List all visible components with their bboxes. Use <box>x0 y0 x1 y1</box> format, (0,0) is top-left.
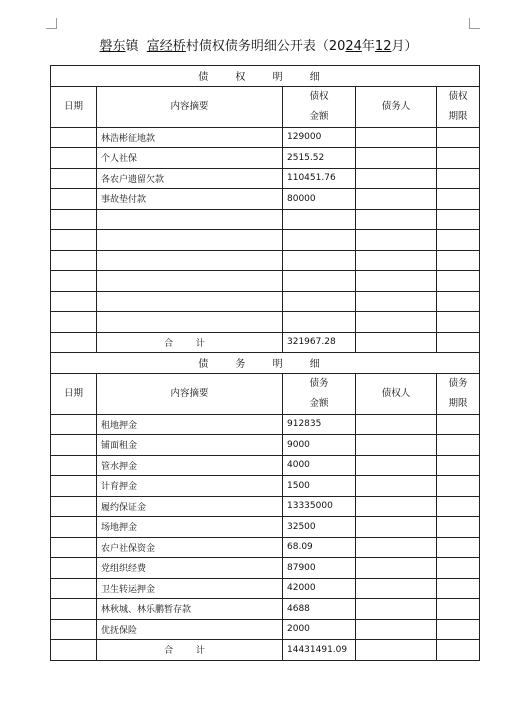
summary-cell: 租地押金 <box>97 414 283 435</box>
credit-total-row <box>51 332 480 353</box>
debt-total-label: 合 计 <box>97 640 283 661</box>
debt-header-term-line2: 期限 <box>448 397 468 409</box>
credit-header-term-line2: 期限 <box>448 110 468 122</box>
debt-header-amount <box>283 373 356 414</box>
credit-header-party: 债务人 <box>356 86 437 127</box>
party-cell <box>356 640 437 661</box>
date-cell <box>51 496 97 517</box>
table-row <box>51 558 480 579</box>
term-cell <box>437 209 480 230</box>
party-cell <box>356 332 437 353</box>
amount-cell <box>283 230 356 251</box>
table-row <box>51 455 480 476</box>
credit-section-title: 债 权 明 细 <box>51 66 480 87</box>
amount-cell: 13335000 <box>283 496 356 517</box>
summary-cell: 农户社保资金 <box>97 537 283 558</box>
amount-cell: 68.09 <box>283 537 356 558</box>
debt-total-value: 14431491.09 <box>283 640 356 661</box>
term-cell <box>437 291 480 312</box>
date-cell <box>51 558 97 579</box>
party-cell <box>356 148 437 169</box>
party-cell <box>356 189 437 210</box>
table-row <box>51 312 480 333</box>
term-cell <box>437 148 480 169</box>
amount-cell: 4000 <box>283 455 356 476</box>
summary-cell <box>97 291 283 312</box>
summary-cell: 各农户遗留欠款 <box>97 168 283 189</box>
credit-total-label: 合 计 <box>97 332 283 353</box>
date-cell <box>51 291 97 312</box>
term-cell <box>437 599 480 620</box>
summary-cell <box>97 209 283 230</box>
debt-header-amount-line2: 金额 <box>309 397 329 409</box>
debt-header-party: 债权人 <box>356 373 437 414</box>
summary-cell <box>97 271 283 292</box>
debt-header-term <box>437 373 480 414</box>
title-main: 村债权债务明细公开表（20 <box>185 39 346 54</box>
party-cell <box>356 230 437 251</box>
amount-cell: 9000 <box>283 435 356 456</box>
title-year: 24 <box>345 39 362 54</box>
party-cell <box>356 558 437 579</box>
term-cell <box>437 230 480 251</box>
term-cell <box>437 312 480 333</box>
title-town-suffix: 镇 <box>125 39 139 54</box>
summary-cell: 卫生转运押金 <box>97 578 283 599</box>
term-cell <box>437 517 480 538</box>
table-row <box>51 271 480 292</box>
debt-header-amount-line1: 债务 <box>309 377 329 389</box>
date-cell <box>51 517 97 538</box>
table-row <box>51 168 480 189</box>
term-cell <box>437 332 480 353</box>
date-cell <box>51 189 97 210</box>
summary-cell <box>97 312 283 333</box>
debt-header-date: 日期 <box>51 373 97 414</box>
summary-cell: 管水押金 <box>97 455 283 476</box>
credit-header-row <box>51 86 480 127</box>
debt-section-title: 债 务 明 细 <box>51 353 480 374</box>
date-cell <box>51 640 97 661</box>
summary-cell: 个人社保 <box>97 148 283 169</box>
date-cell <box>51 209 97 230</box>
party-cell <box>356 209 437 230</box>
term-cell <box>437 558 480 579</box>
term-cell <box>437 250 480 271</box>
title-town: 磐东 <box>99 39 126 54</box>
table-row <box>51 476 480 497</box>
summary-cell: 履约保证金 <box>97 496 283 517</box>
amount-cell: 2000 <box>283 619 356 640</box>
party-cell <box>356 578 437 599</box>
party-cell <box>356 496 437 517</box>
table-row <box>51 619 480 640</box>
party-cell <box>356 414 437 435</box>
amount-cell <box>283 271 356 292</box>
party-cell <box>356 455 437 476</box>
amount-cell: 2515.52 <box>283 148 356 169</box>
amount-cell: 80000 <box>283 189 356 210</box>
party-cell <box>356 619 437 640</box>
date-cell <box>51 455 97 476</box>
summary-cell: 计育押金 <box>97 476 283 497</box>
term-cell <box>437 476 480 497</box>
table-row <box>51 599 480 620</box>
credit-header-date: 日期 <box>51 86 97 127</box>
summary-cell: 场地押金 <box>97 517 283 538</box>
summary-cell <box>97 250 283 271</box>
credit-header-summary: 内容摘要 <box>97 86 283 127</box>
debt-header-summary: 内容摘要 <box>97 373 283 414</box>
amount-cell: 110451.76 <box>283 168 356 189</box>
party-cell <box>356 435 437 456</box>
term-cell <box>437 414 480 435</box>
amount-cell: 912835 <box>283 414 356 435</box>
date-cell <box>51 619 97 640</box>
table-row <box>51 537 480 558</box>
table-row <box>51 435 480 456</box>
page-corner-mark-left <box>46 18 57 29</box>
date-cell <box>51 414 97 435</box>
party-cell <box>356 127 437 148</box>
summary-cell <box>97 230 283 251</box>
credit-header-term-line1: 债权 <box>448 90 468 102</box>
title-month-unit: 月） <box>391 39 418 54</box>
amount-cell: 1500 <box>283 476 356 497</box>
credit-header-term <box>437 86 480 127</box>
amount-cell: 129000 <box>283 127 356 148</box>
party-cell <box>356 517 437 538</box>
amount-cell <box>283 312 356 333</box>
term-cell <box>437 640 480 661</box>
summary-cell: 优抚保险 <box>97 619 283 640</box>
credit-header-amount-line1: 债权 <box>309 90 329 102</box>
date-cell <box>51 476 97 497</box>
term-cell <box>437 168 480 189</box>
summary-cell: 事故垫付款 <box>97 189 283 210</box>
credit-section-row <box>51 66 480 87</box>
table-row <box>51 496 480 517</box>
debt-section-row <box>51 353 480 374</box>
party-cell <box>356 250 437 271</box>
date-cell <box>51 599 97 620</box>
table-row <box>51 209 480 230</box>
ledger-table <box>50 65 480 661</box>
party-cell <box>356 599 437 620</box>
date-cell <box>51 230 97 251</box>
term-cell <box>437 496 480 517</box>
date-cell <box>51 312 97 333</box>
credit-header-amount <box>283 86 356 127</box>
term-cell <box>437 537 480 558</box>
term-cell <box>437 578 480 599</box>
table-row <box>51 291 480 312</box>
party-cell <box>356 537 437 558</box>
page-corner-mark-right <box>469 18 480 29</box>
date-cell <box>51 148 97 169</box>
document-title <box>0 38 517 56</box>
amount-cell: 87900 <box>283 558 356 579</box>
table-row <box>51 230 480 251</box>
amount-cell: 32500 <box>283 517 356 538</box>
table-row <box>51 148 480 169</box>
amount-cell: 4688 <box>283 599 356 620</box>
table-row <box>51 578 480 599</box>
term-cell <box>437 189 480 210</box>
date-cell <box>51 250 97 271</box>
party-cell <box>356 291 437 312</box>
amount-cell: 42000 <box>283 578 356 599</box>
table-row <box>51 189 480 210</box>
table-row <box>51 250 480 271</box>
credit-header-amount-line2: 金额 <box>309 110 329 122</box>
term-cell <box>437 619 480 640</box>
amount-cell <box>283 209 356 230</box>
term-cell <box>437 127 480 148</box>
party-cell <box>356 476 437 497</box>
term-cell <box>437 455 480 476</box>
date-cell <box>51 168 97 189</box>
date-cell <box>51 127 97 148</box>
party-cell <box>356 271 437 292</box>
amount-cell <box>283 291 356 312</box>
debt-header-term-line1: 债务 <box>448 377 468 389</box>
summary-cell: 党组织经费 <box>97 558 283 579</box>
summary-cell: 林浩彬征地款 <box>97 127 283 148</box>
credit-total-value: 321967.28 <box>283 332 356 353</box>
date-cell <box>51 435 97 456</box>
date-cell <box>51 332 97 353</box>
summary-cell: 林秋城、林乐鹏暂存款 <box>97 599 283 620</box>
table-row <box>51 517 480 538</box>
title-month: 12 <box>374 39 392 54</box>
amount-cell <box>283 250 356 271</box>
term-cell <box>437 271 480 292</box>
title-year-unit: 年 <box>361 39 375 54</box>
date-cell <box>51 578 97 599</box>
debt-total-row <box>51 640 480 661</box>
party-cell <box>356 168 437 189</box>
table-row <box>51 127 480 148</box>
term-cell <box>437 435 480 456</box>
summary-cell: 铺面租金 <box>97 435 283 456</box>
debt-header-row <box>51 373 480 414</box>
date-cell <box>51 271 97 292</box>
title-village: 富经桥 <box>146 39 186 54</box>
party-cell <box>356 312 437 333</box>
date-cell <box>51 537 97 558</box>
table-row <box>51 414 480 435</box>
